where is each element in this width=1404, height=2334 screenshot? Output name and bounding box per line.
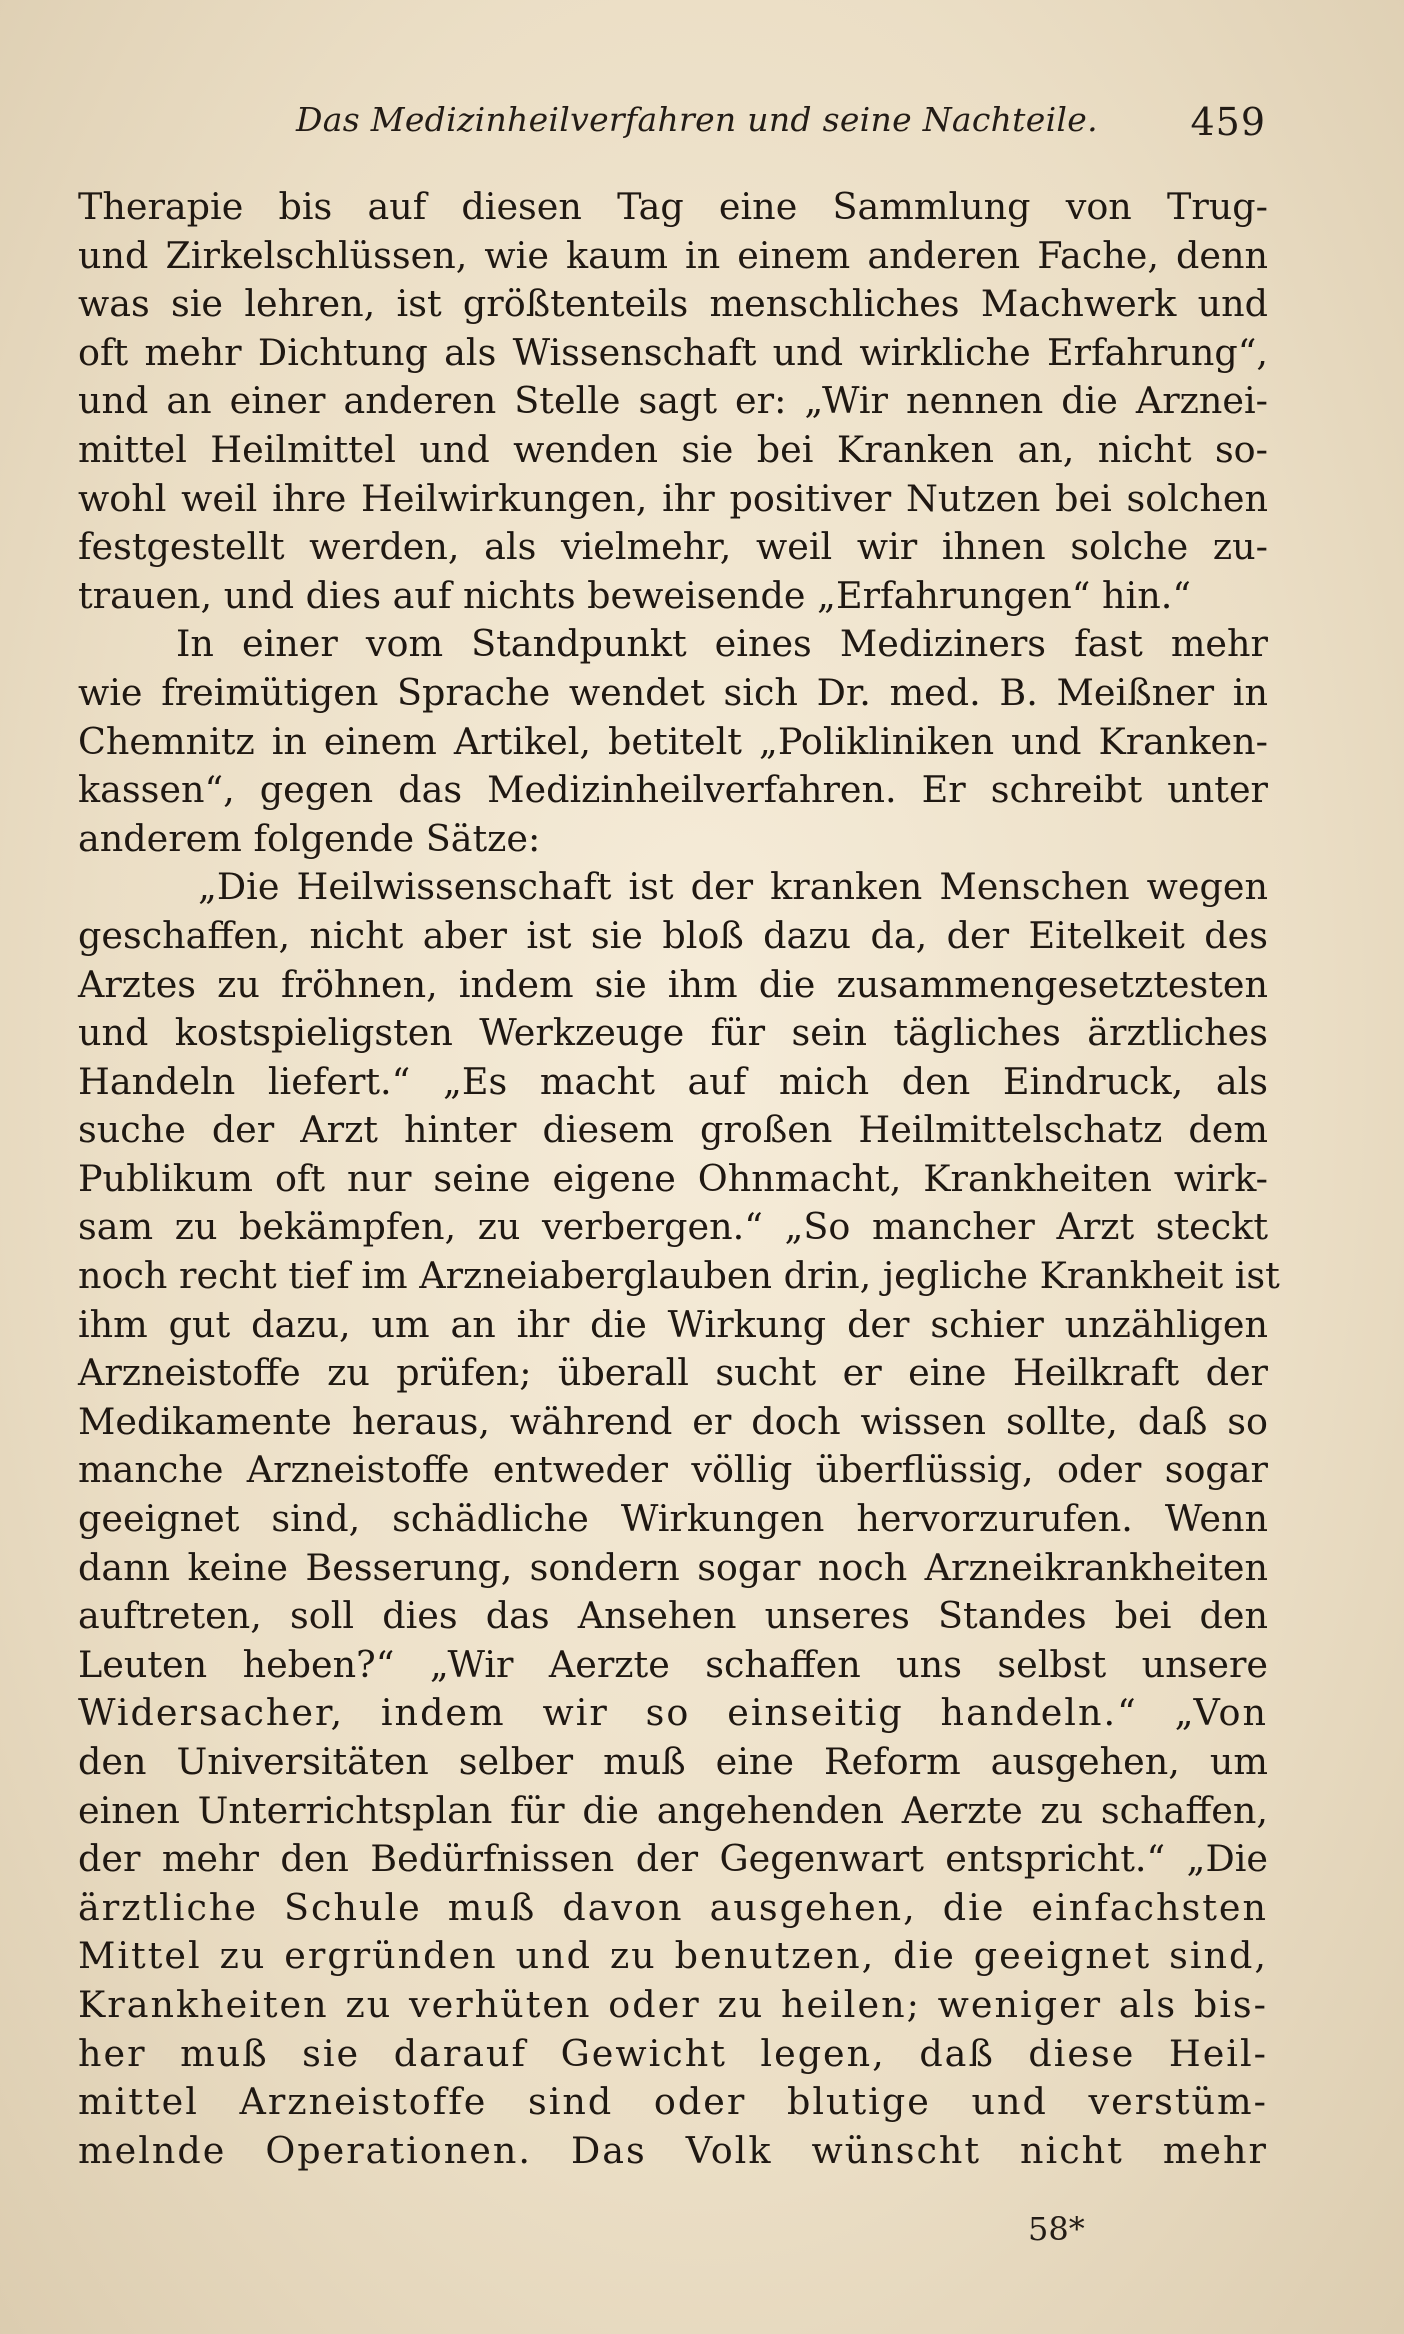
text-line: Arzneistoffe zu prüfen; überall sucht er eine Heilkraft der bbox=[78, 1351, 1268, 1395]
page-number: 459 bbox=[1190, 100, 1266, 144]
text-line: anderem folgende Sätze: bbox=[78, 816, 541, 860]
text-line: wohl weil ihre Heilwirkungen, ihr positiver Nutzen bei solchen bbox=[78, 476, 1268, 520]
text-line: den Universitäten selber muß eine Reform ausgehen, um bbox=[78, 1740, 1268, 1783]
spaced-text-line: melnde Operationen. Das Volk wünscht nicht mehr bbox=[78, 2128, 1268, 2172]
text-line: Medikamente heraus, während er doch wissen sollte, daß so bbox=[78, 1399, 1268, 1443]
running-title: Das Medizinheilverfahren und seine Nachteile. bbox=[296, 100, 1098, 139]
spaced-text-line: Krankheiten zu verhüten oder zu heilen; weniger als bis- bbox=[78, 1982, 1268, 2026]
text-line: Therapie bis auf diesen Tag eine Sammlung von Trug- bbox=[78, 185, 1268, 228]
text-line: und Zirkelschlüssen, wie kaum in einem anderen Fache, denn bbox=[78, 233, 1268, 277]
text-line: ihm gut dazu, um an ihr die Wirkung der schier unzähligen bbox=[78, 1302, 1268, 1346]
body-text bbox=[78, 183, 1280, 2175]
text-line: auftreten, soll dies das Ansehen unseres Standes bei den bbox=[78, 1594, 1268, 1638]
quote-start-line: „Die Heilwissenschaft ist der kranken Menschen wegen bbox=[198, 865, 1268, 909]
text-line: wie freimütigen Sprache wendet sich Dr. med. B. Meißner in bbox=[78, 670, 1268, 714]
text-line: dann keine Besserung, sondern sogar noch Arzneikrankheiten bbox=[78, 1545, 1268, 1589]
text-line: manche Arzneistoffe entweder völlig überflüssig, oder sogar bbox=[78, 1448, 1268, 1492]
text-line: was sie lehren, ist größtenteils menschliches Machwerk und bbox=[78, 282, 1268, 326]
text-line: mittel Heilmittel und wenden sie bei Kranken an, nicht so- bbox=[78, 427, 1268, 471]
text-line: kassen“, gegen das Medizinheilverfahren. Er schreibt unter bbox=[78, 768, 1268, 812]
signature-mark: 58* bbox=[1028, 2210, 1085, 2248]
text-line: geeignet sind, schädliche Wirkungen hervorzurufen. Wenn bbox=[78, 1497, 1268, 1541]
text-line: Chemnitz in einem Artikel, betitelt „Polikliniken und Kranken- bbox=[78, 719, 1268, 763]
text-line: oft mehr Dichtung als Wissenschaft und wirkliche Erfahrung“, bbox=[78, 330, 1268, 374]
running-header bbox=[296, 100, 1296, 160]
text-line: Arztes zu fröhnen, indem sie ihm die zusammengesetztesten bbox=[78, 962, 1268, 1006]
spaced-text-line: Widersacher, indem wir so einseitig handeln.“ „Von bbox=[78, 1691, 1268, 1735]
spaced-text-line: mittel Arzneistoffe sind oder blutige und verstüm- bbox=[78, 2080, 1268, 2124]
paragraph-start-line: In einer vom Standpunkt eines Mediziners fast mehr bbox=[176, 622, 1268, 666]
text-line: Handeln liefert.“ „Es macht auf mich den Eindruck, als bbox=[78, 1059, 1268, 1103]
text-line: und kostspieligsten Werkzeuge für sein tägliches ärztliches bbox=[78, 1011, 1268, 1055]
text-line: geschaffen, nicht aber ist sie bloß dazu da, der Eitelkeit des bbox=[78, 913, 1268, 957]
text-line: suche der Arzt hinter diesem großen Heilmittelschatz dem bbox=[78, 1108, 1268, 1152]
text-line: noch recht tief im Arzneiaberglauben drin, jegliche Krankheit ist bbox=[78, 1254, 1280, 1298]
spaced-text-line: ärztliche Schule muß davon ausgehen, die einfachsten bbox=[78, 1885, 1268, 1929]
spaced-text-line: her muß sie darauf Gewicht legen, daß diese Heil- bbox=[78, 2031, 1268, 2075]
text-line: festgestellt werden, als vielmehr, weil wir ihnen solche zu- bbox=[78, 525, 1268, 569]
text-line: einen Unterrichtsplan für die angehenden Aerzte zu schaffen, bbox=[78, 1788, 1268, 1832]
text-line: Leuten heben?“ „Wir Aerzte schaffen uns selbst unsere bbox=[78, 1642, 1268, 1686]
spaced-text-line: Mittel zu ergründen und zu benutzen, die geeignet sind, bbox=[78, 1934, 1268, 1978]
text-line: und an einer anderen Stelle sagt er: „Wir nennen die Arznei- bbox=[78, 379, 1268, 423]
text-line: Publikum oft nur seine eigene Ohnmacht, Krankheiten wirk- bbox=[78, 1156, 1268, 1200]
text-line: der mehr den Bedürfnissen der Gegenwart entspricht.“ „Die bbox=[78, 1837, 1268, 1881]
text-line: trauen, und dies auf nichts beweisende „Erfahrungen“ hin.“ bbox=[78, 573, 1191, 617]
text-line: sam zu bekämpfen, zu verbergen.“ „So mancher Arzt steckt bbox=[78, 1205, 1268, 1249]
